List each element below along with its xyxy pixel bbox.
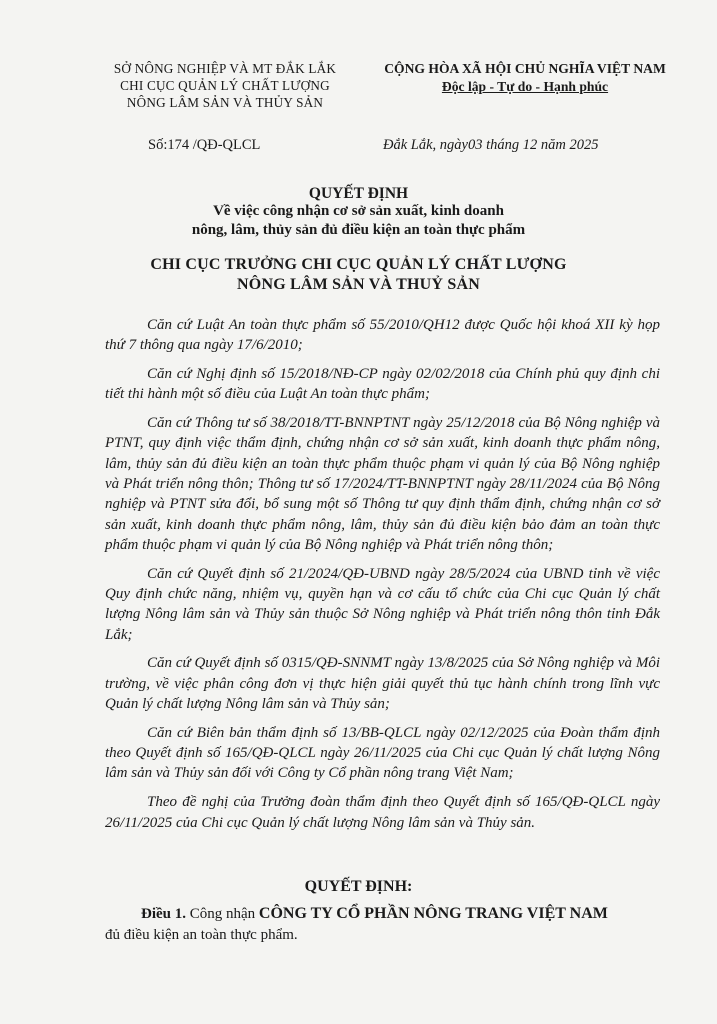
issuing-agency — [95, 60, 355, 111]
document-title: QUYẾT ĐỊNH — [308, 185, 409, 202]
authority-line-2: NÔNG LÂM SẢN VÀ THUỶ SẢN — [237, 276, 480, 293]
motto: Độc lập - Tự do - Hạnh phúc — [441, 79, 609, 94]
agency-line-3: NÔNG LÂM SẢN VÀ THỦY SẢN — [126, 95, 324, 110]
document-subtitle-1: Về việc công nhận cơ sở sản xuất, kinh doanh — [213, 203, 504, 219]
article-1-label: Điều 1. — [141, 906, 186, 922]
document-subtitle-2: nông, lâm, thủy sản đủ điều kiện an toàn thực phẩm — [191, 222, 526, 238]
agency-line-2: CHI CỤC QUẢN LÝ CHẤT LƯỢNG — [120, 78, 330, 93]
article-1 — [105, 903, 665, 946]
paragraph-appraisal-minutes: Căn cứ Biên bản thẩm định số 13/BB-QLCL ngày 02/12/2025 của Đoàn thẩm định theo Quyết định số 165/QĐ-QLCL ngày 26/11/2025 của Chi cục Quản lý chất lượng Nông lâm sản và Thủy sản đối với Công ty Cổ phần nông trang Việt Nam; — [105, 724, 660, 782]
article-1-tail: đủ điều kiện an toàn thực phẩm. — [105, 927, 298, 943]
paragraph-decree: Căn cứ Nghị định số 15/2018/NĐ-CP ngày 02/02/2018 của Chính phủ quy định chi tiết thi hành một số điều của Luật An toàn thực phẩm; — [105, 366, 660, 403]
paragraph-law: Căn cứ Luật An toàn thực phẩm số 55/2010/QH12 được Quốc hội khoá XII kỳ họp thứ 7 thông qua ngày 17/6/2010; — [105, 317, 660, 354]
authority-line-1: CHI CỤC TRƯỞNG CHI CỤC QUẢN LÝ CHẤT LƯỢNG — [150, 256, 567, 273]
document-date: Đắk Lắk, ngày03 tháng 12 năm 2025 — [383, 137, 599, 153]
agency-line-1: SỞ NÔNG NGHIỆP VÀ MT ĐẮK LẮK — [113, 61, 337, 76]
company-name: CÔNG TY CỔ PHẦN NÔNG TRANG VIỆT NAM — [258, 905, 608, 922]
paragraph-circular: Căn cứ Thông tư số 38/2018/TT-BNNPTNT ngày 25/12/2018 của Bộ Nông nghiệp và PTNT, quy định việc thẩm định, chứng nhận cơ sở sản xuất, kinh doanh thực phẩm nông, lâm, thủy sản đủ điều kiện an toàn thực phẩm thuộc phạm vi quản lý của Bộ Nông nghiệp và Phát triển nông thôn; Thông tư số 17/2024/TT-BNNPTNT ngày 28/11/2024 của Bộ Nông nghiệp và PTNT sửa đổi, bổ sung một số Thông tư quy định thẩm định, chứng nhận cơ sở sản xuất, kinh doanh thực phẩm nông, lâm, thủy sản đủ điều kiện bảo đảm an toàn thực phẩm thuộc phạm vi quản lý của Bộ Nông nghiệp và Phát triển nông thôn; — [105, 415, 660, 553]
document-number: Số:174 /QĐ-QLCL — [148, 137, 261, 153]
paragraph-decision-snnmt: Căn cứ Quyết định số 0315/QĐ-SNNMT ngày 13/8/2025 của Sở Nông nghiệp và Môi trường, về việc phân công đơn vị thực hiện giải quyết thủ tục hành chính trong lĩnh vực Quản lý chất lượng Nông lâm sản và Thủy sản; — [105, 655, 660, 713]
national-motto — [360, 60, 690, 96]
paragraph-decision-ubnd: Căn cứ Quyết định số 21/2024/QĐ-UBND ngày 28/5/2024 của UBND tỉnh về việc Quy định chức năng, nhiệm vụ, quyền hạn và cơ cấu tổ chức của Chi cục Quản lý chất lượng Nông lâm sản và Thủy sản thuộc Sở Nông nghiệp và Phát triển nông thôn tỉnh Đắk Lắk; — [105, 565, 660, 643]
country-name: CỘNG HÒA XÃ HỘI CHỦ NGHĨA VIỆT NAM — [384, 61, 666, 76]
paragraph-proposal: Theo đề nghị của Trưởng đoàn thẩm định theo Quyết định số 165/QĐ-QLCL ngày 26/11/2025 của Chi cục Quản lý chất lượng Nông lâm sản và Thủy sản. — [105, 794, 660, 831]
decision-heading: QUYẾT ĐỊNH: — [304, 878, 413, 895]
legal-basis — [105, 315, 660, 841]
article-1-text: Công nhận — [189, 906, 256, 922]
